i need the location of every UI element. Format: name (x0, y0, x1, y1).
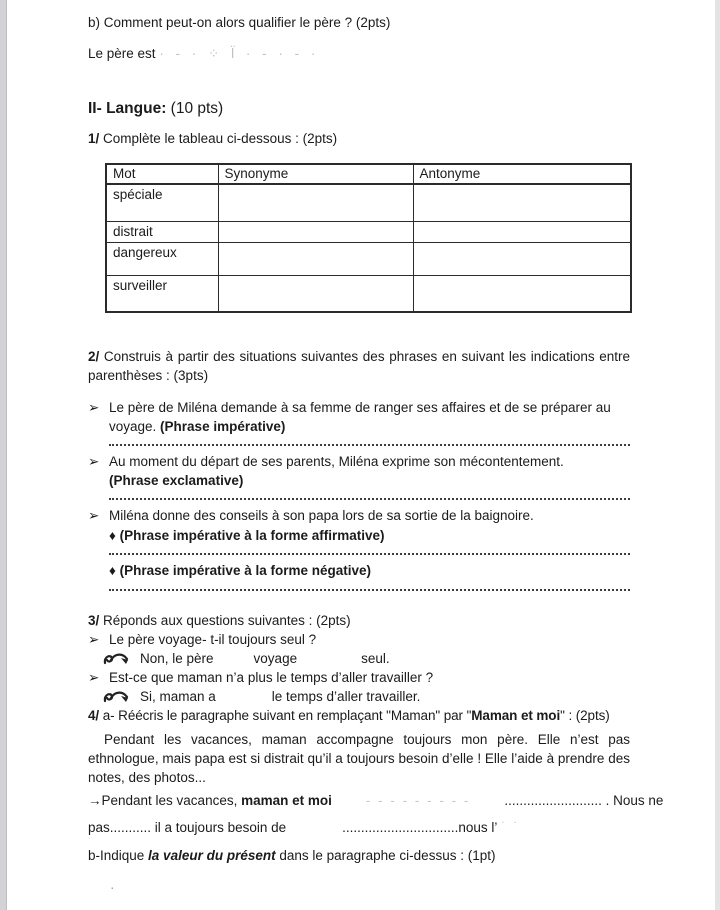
question-1 (88, 631, 630, 649)
answer-dotted-line (109, 547, 630, 555)
question-2-text: Est-ce que maman n’a plus le temps d’aller travailler ? (109, 669, 434, 685)
arrow-bullet-icon: ➢ (88, 454, 100, 469)
antonyme-answer-cell (413, 275, 631, 312)
question-b: b) Comment peut-on alors qualifier le père ? (2pts) (88, 15, 391, 30)
situation-3-indication-affirmative: ♦ (Phrase impérative à la forme affirmative) (109, 527, 385, 543)
exercise1-number: 1/ (88, 131, 100, 146)
list-item (88, 399, 630, 436)
rewrite-answer-line (88, 791, 664, 810)
question-b2-emphasis: la valeur du présent (148, 847, 276, 863)
situation-2 (109, 453, 630, 490)
fill-in-dots: pas........... (88, 819, 152, 835)
table-row (106, 275, 631, 312)
exercise3-number: 3/ (88, 612, 100, 628)
section-title-text: II- Langue: (88, 100, 167, 117)
answer-dotted-line (109, 492, 630, 500)
word-cell: surveiller (106, 275, 218, 312)
question-b2-end: dans le paragraphe ci-dessus : (1pt) (275, 847, 496, 863)
section-title-points: (10 pts) (166, 100, 224, 117)
stray-pencil-mark: · (110, 879, 115, 895)
list-item (88, 453, 630, 490)
exercise4-instruction-end: " : (2pts) (560, 707, 610, 723)
situation-3-text: Miléna donne des conseils à son papa lors de sa sortie de la baignoire. (109, 508, 534, 523)
answer-line-pere (88, 45, 630, 63)
rewrite-bold-phrase: maman et moi (241, 792, 332, 808)
erased-handwriting: ˙ ˙ (501, 819, 520, 835)
situation-1 (109, 399, 630, 436)
table-row (106, 221, 631, 242)
question-b2-label (88, 847, 630, 865)
answer-stem-text: Le père est (88, 46, 156, 61)
table-row (106, 184, 631, 221)
exercise2-instruction (88, 347, 630, 385)
answer-dotted-line (109, 583, 630, 591)
source-paragraph-text: Pendant les vacances, maman accompagne toujours mon père. Elle n’est pas ethnologue, mais papa est si distrait qu’il a toujours besoin d’elle ! Elle l’aide à prendre des notes, des photos... (88, 731, 630, 785)
section-title-langue (88, 99, 630, 119)
exam-content (88, 14, 664, 897)
arrow-bullet-icon: ➢ (88, 508, 100, 523)
question-1-text: Le père voyage- t-il toujours seul ? (109, 631, 317, 647)
word-cell: dangereux (106, 242, 218, 275)
answer-1 (102, 650, 630, 668)
exercise4-number: 4/ (88, 707, 100, 723)
source-paragraph (88, 730, 630, 787)
arrow-bullet-icon: ➢ (88, 400, 100, 415)
exercise3-label (88, 612, 630, 630)
arrow-bullet-icon: ➢ (88, 669, 100, 685)
synonyme-answer-cell (218, 275, 413, 312)
rewrite-prefix: →Pendant les vacances, (88, 792, 242, 808)
situation-1-text: Le père de Miléna demande à sa femme de ranger ses affaires et de se préparer au voyage. (109, 400, 611, 434)
synonyme-answer-cell (218, 184, 413, 221)
synonym-antonym-table (105, 163, 632, 313)
exercise4-replacement-phrase: Maman et moi (471, 707, 561, 723)
situation-2-text: Au moment du départ de ses parents, Miléna exprime son mécontentement. (109, 454, 564, 469)
curved-arrow-icon (102, 651, 132, 666)
line2-suffix: nous l’ (458, 819, 498, 835)
column-header-mot: Mot (106, 164, 218, 184)
antonyme-answer-cell (413, 184, 631, 221)
column-header-synonyme: Synonyme (218, 164, 413, 184)
exercise2-instruction-text: Construis à partir des situations suivantes des phrases en suivant les indications entre parenthèses : (3pts) (88, 349, 630, 383)
fill-in-dots: ............................... (342, 819, 459, 835)
exercise4-instruction-start: a- Réécris le paragraphe suivant en remplaçant "Maman" par " (99, 707, 472, 723)
situation-1-indication: (Phrase impérative) (160, 418, 286, 434)
fill-in-dots: .......................... (504, 792, 602, 808)
exercise4-label (88, 707, 630, 725)
curved-arrow-icon (102, 689, 132, 704)
answer-1-text: Non, le père voyage seul. (140, 650, 390, 666)
table-header-row (106, 164, 631, 184)
answer-2 (102, 688, 630, 706)
column-header-antonyme: Antonyme (413, 164, 631, 184)
scan-edge-left (0, 0, 7, 910)
word-cell: distrait (106, 221, 218, 242)
scan-edge-right (715, 0, 720, 910)
line2-text: il a toujours besoin de (151, 819, 287, 835)
exercise2-number: 2/ (88, 349, 100, 364)
rewrite-suffix: . Nous ne (601, 792, 664, 808)
exercise1-instruction: Complète le tableau ci-dessous : (2pts) (99, 131, 338, 146)
antonyme-answer-cell (413, 221, 631, 242)
erased-handwriting: ‐ ‐ ‐ ‐ ‐ ‐ ‐ ‐ ‐ (365, 792, 471, 808)
erased-handwriting: · ‐ · ⁘ l̈ · ‐ · ‐ · (159, 46, 320, 61)
table-row (106, 242, 631, 275)
situation-3-indication-negative: ♦ (Phrase impérative à la forme négative) (109, 563, 371, 578)
exercise1-label (88, 130, 630, 148)
question-b2-start: b-Indique (88, 847, 149, 863)
question-2 (88, 669, 630, 687)
situation-2-indication: (Phrase exclamative) (109, 472, 244, 488)
word-cell: spéciale (106, 184, 218, 221)
arrow-bullet-icon: ➢ (88, 631, 100, 647)
list-item (88, 507, 630, 526)
exercise2-items (88, 399, 630, 591)
answer-2-text: Si, maman a le temps d’aller travailler. (140, 688, 421, 704)
antonyme-answer-cell (413, 242, 631, 275)
exercise3-instruction: Réponds aux questions suivantes : (2pts) (99, 612, 351, 628)
synonyme-answer-cell (218, 221, 413, 242)
synonyme-answer-cell (218, 242, 413, 275)
rewrite-answer-line-2 (88, 818, 630, 837)
answer-dotted-line (109, 438, 630, 446)
